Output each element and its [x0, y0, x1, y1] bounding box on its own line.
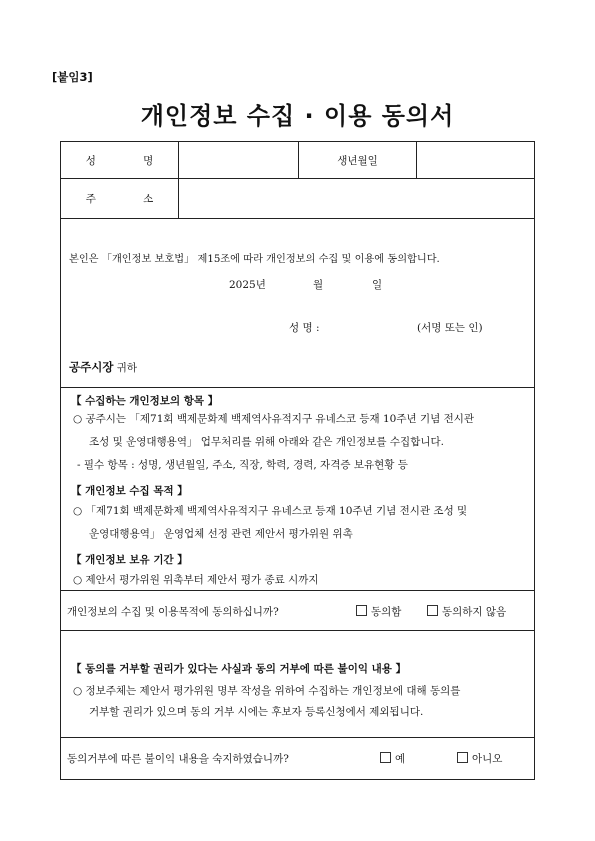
address-label-cell [61, 179, 179, 218]
retention-line-1: ○ 제안서 평가위원 위촉부터 제안서 평가 종료 시까지 [73, 574, 319, 586]
disagree-checkbox[interactable] [427, 605, 438, 616]
birth-label-cell [299, 142, 417, 178]
document-title: 개인정보 수집 · 이용 동의서 [140, 102, 455, 130]
yes-checkbox[interactable] [380, 752, 391, 763]
acknowledge-question: 동의거부에 따른 불이익 내용을 숙지하였습니까? [67, 753, 289, 765]
purpose-line-1: ○ 「제71회 백제문화제 백제역사유적지구 유네스코 등재 10주년 기념 전시관 조성 및 [73, 505, 468, 517]
address-field[interactable] [179, 179, 534, 218]
purpose-heading: 【 개인정보 수집 목적 】 [71, 485, 188, 497]
yes-label: 예 [395, 753, 406, 765]
agree-option[interactable] [356, 604, 401, 619]
consent-statement-block [61, 219, 534, 388]
consent-month: 월 [313, 279, 324, 291]
items-line-3: - 필수 항목 : 성명, 생년월일, 주소, 직장, 학력, 경력, 자격증 보유현황 등 [77, 459, 408, 471]
info-sections-block [61, 388, 534, 591]
birth-field[interactable] [417, 142, 534, 178]
no-label: 아니오 [472, 753, 503, 765]
retention-heading: 【 개인정보 보유 기간 】 [71, 554, 188, 566]
attachment-label: [붙임3] [52, 70, 93, 84]
signature-hint: (서명 또는 인) [417, 322, 483, 334]
refusal-line-2: 거부할 권리가 있으며 동의 거부 시에는 후보자 등록신청에서 제외됩니다. [89, 706, 424, 718]
addressee-suffix: 귀하 [116, 362, 138, 374]
name-field[interactable] [179, 142, 299, 178]
refusal-line-1: ○ 정보주체는 제안서 평가위원 명부 작성을 위하여 수집하는 개인정보에 대해 동의를 [73, 685, 461, 697]
consent-day: 일 [372, 279, 383, 291]
no-option[interactable] [457, 751, 502, 766]
consent-question: 개인정보의 수집 및 이용목적에 동의하십니까? [67, 606, 279, 618]
birth-label: 생년월일 [337, 154, 378, 167]
address-row [61, 179, 534, 219]
no-checkbox[interactable] [457, 752, 468, 763]
disagree-label: 동의하지 않음 [442, 606, 507, 618]
consent-statement: 본인은 「개인정보 보호법」 제15조에 따라 개인정보의 수집 및 이용에 동의합니다. [69, 254, 440, 265]
address-label: 주 소 [85, 193, 176, 205]
refusal-heading: 【 동의를 거부할 권리가 있다는 사실과 동의 거부에 따른 불이익 내용 】 [71, 663, 407, 675]
addressee [69, 359, 137, 375]
acknowledge-row [61, 738, 534, 779]
signer-label: 성 명 : [289, 322, 320, 334]
name-row [61, 142, 534, 179]
items-line-1: ○ 공주시는 「제71회 백제문화제 백제역사유적지구 유네스코 등재 10주년 기념 전시관 [73, 413, 474, 425]
refusal-block [61, 631, 534, 738]
agree-label: 동의함 [371, 606, 402, 618]
name-label-cell [61, 142, 179, 178]
items-line-2: 조성 및 운영대행용역」 업무처리를 위해 아래와 같은 개인정보를 수집합니다. [89, 436, 444, 448]
consent-form [60, 141, 535, 780]
addressee-name: 공주시장 [69, 360, 114, 374]
purpose-line-2: 운영대행용역」 운영업체 선정 관련 제안서 평가위원 위촉 [89, 528, 353, 540]
items-heading: 【 수집하는 개인정보의 항목 】 [71, 395, 219, 407]
yes-option[interactable] [380, 751, 405, 766]
name-label: 성 명 [85, 154, 176, 167]
consent-year: 2025년 [229, 279, 266, 291]
disagree-option[interactable] [427, 604, 506, 619]
agree-checkbox[interactable] [356, 605, 367, 616]
consent-question-row [61, 591, 534, 631]
